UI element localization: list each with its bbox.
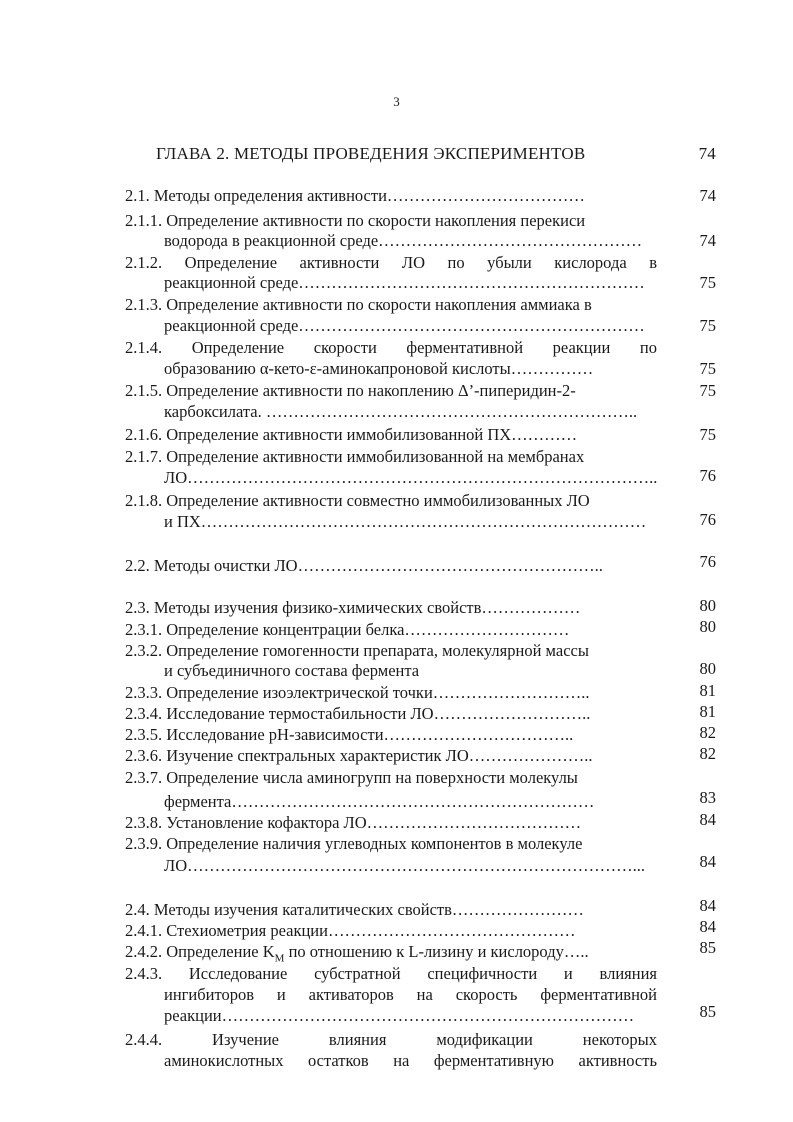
toc-page: 80 — [699, 617, 716, 636]
toc-line: 2.1.1. Определение активности по скорости накопления перекиси — [125, 211, 586, 230]
toc-line: образованию α-кето-ε-аминокапроновой кислоты…………… — [164, 359, 594, 378]
toc-page: 75 — [699, 359, 716, 378]
toc-page: 80 — [699, 596, 716, 615]
toc-page: 81 — [699, 702, 716, 721]
toc-line: 2.1.4. Определение скорости ферментативной реакции по — [125, 338, 657, 357]
toc-page: 75 — [699, 381, 716, 400]
toc-page: 76 — [699, 510, 716, 529]
toc-page: 75 — [699, 273, 716, 292]
toc-line: 2.1.7. Определение активности иммобилизованной на мембранах — [125, 447, 585, 466]
toc-line: 2.1. Методы определения активности……………………………… — [125, 186, 585, 205]
toc-page: 80 — [699, 659, 716, 678]
toc-line: 2.3.3. Определение изоэлектрической точки……………………….. — [125, 683, 590, 702]
toc-line: 2.3.2. Определение гомогенности препарата, молекулярной массы — [125, 641, 589, 660]
toc-line: 2.4.1. Стехиометрия реакции……………………………………… — [125, 921, 576, 940]
toc-line: ЛО………………………………………………………………………... — [164, 856, 645, 875]
toc-line-text: 2.4.2. Определение K — [125, 942, 275, 961]
toc-page: 81 — [699, 681, 716, 700]
toc-line: 2.3.7. Определение числа аминогрупп на поверхности молекулы — [125, 768, 578, 787]
toc-page: 84 — [699, 896, 716, 915]
toc-line-text: по отношению к L-лизину и кислороду….. — [288, 942, 589, 961]
toc-page: 75 — [699, 425, 716, 444]
toc-page: 76 — [699, 552, 716, 571]
toc-page: 83 — [699, 788, 716, 807]
chapter-page: 74 — [698, 144, 716, 163]
toc-line: ЛО………………………………………………………………………….. — [164, 468, 658, 487]
toc-line: 2.3.1. Определение концентрации белка………………………… — [125, 620, 570, 639]
toc-line: 2.1.3. Определение активности по скорости накопления аммиака в — [125, 295, 592, 314]
toc-line: 2.4. Методы изучения каталитических свойств…………………… — [125, 900, 584, 919]
toc-line: ингибиторов и активаторов на скорость ферментативной — [164, 985, 657, 1004]
toc-line: фермента………………………………………………………… — [164, 792, 595, 811]
toc-line: 2.4.4. Изучение влияния модификации некоторых — [125, 1030, 657, 1049]
chapter-title: ГЛАВА 2. МЕТОДЫ ПРОВЕДЕНИЯ ЭКСПЕРИМЕНТОВ — [156, 144, 586, 163]
toc-page: 85 — [699, 938, 716, 957]
toc-line: 2.3.4. Исследование термостабильности ЛО……………………….. — [125, 704, 591, 723]
toc-page: 84 — [699, 852, 716, 871]
toc-line: водорода в реакционной среде………………………………………… — [164, 231, 643, 250]
toc-line: 2.3.9. Определение наличия углеводных компонентов в молекуле — [125, 834, 583, 853]
toc-line: 2.2. Методы очистки ЛО……………………………………………….. — [125, 556, 603, 575]
toc-line: и субъединичного состава фермента — [164, 661, 420, 680]
toc-line: 2.1.6. Определение активности иммобилизованной ПХ………… — [125, 425, 578, 444]
toc-line: реакционной среде……………………………………………………… — [164, 273, 645, 292]
toc-page: 84 — [699, 810, 716, 829]
toc-line: реакционной среде……………………………………………………… — [164, 316, 645, 335]
toc-line: карбоксилата. ………………………………………………………….. — [164, 402, 638, 421]
toc-page: 84 — [699, 917, 716, 936]
toc-line: 2.1.5. Определение активности по накоплению Δ’-пиперидин-2- — [125, 381, 576, 400]
toc-page: 82 — [699, 723, 716, 742]
toc-page: 75 — [699, 316, 716, 335]
km-subscript: M — [274, 952, 285, 965]
chapter-heading — [156, 144, 716, 166]
toc-line: аминокислотных остатков на ферментативную активность — [164, 1051, 657, 1070]
toc-line: 2.3.5. Исследование pH-зависимости…………………………….. — [125, 725, 574, 744]
toc-page: 74 — [699, 186, 716, 205]
toc-page: 76 — [699, 466, 716, 485]
toc-line: реакции………………………………………………………………… — [164, 1006, 635, 1025]
toc-line: 2.1.2. Определение активности ЛО по убыли кислорода в — [125, 253, 657, 272]
toc-line: и ПХ……………………………………………………………………… — [164, 512, 647, 531]
toc-line: 2.3.6. Изучение спектральных характеристик ЛО………………….. — [125, 746, 593, 765]
page-number: 3 — [393, 94, 400, 109]
toc-page: 82 — [699, 744, 716, 763]
toc-page: 85 — [699, 1002, 716, 1021]
toc-line: 2.3.8. Установление кофактора ЛО………………………………… — [125, 813, 582, 832]
toc-line: 2.1.8. Определение активности совместно иммобилизованных ЛО — [125, 491, 590, 510]
toc-page: 74 — [699, 231, 716, 250]
toc-line: 2.4.3. Исследование субстратной специфичности и влияния — [125, 964, 657, 983]
toc-line: 2.3. Методы изучения физико-химических свойств……………… — [125, 598, 581, 617]
